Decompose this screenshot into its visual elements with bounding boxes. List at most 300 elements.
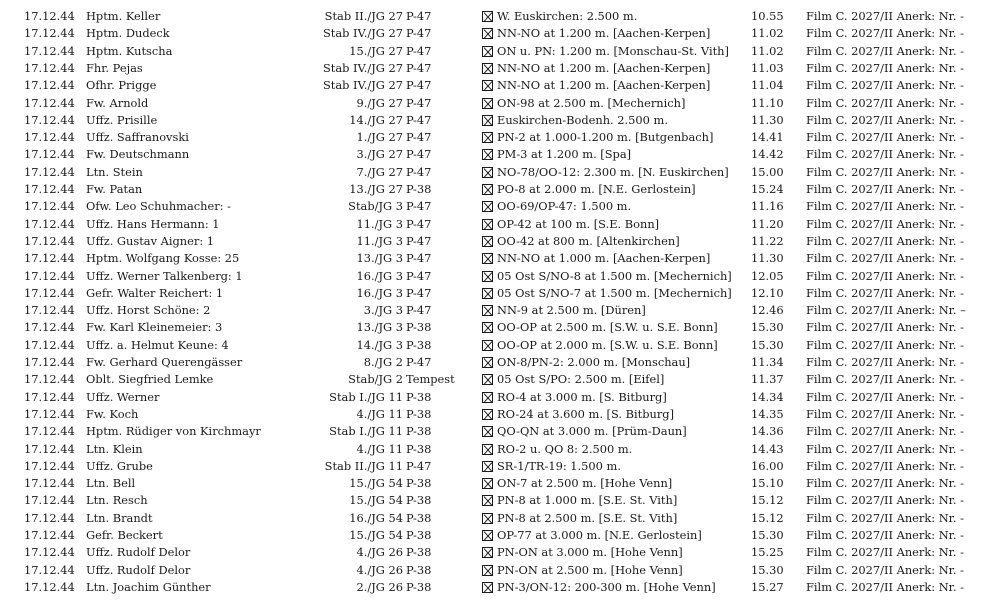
- film-reference: Film C. 2027/II Anerk: Nr. -: [806, 545, 964, 560]
- claim-location: RO-4 at 3.000 m. [S. Bitburg]: [497, 389, 667, 404]
- claim-location: NN-NO at 1.200 m. [Aachen-Kerpen]: [497, 26, 711, 41]
- crossed-box-icon: [482, 271, 493, 282]
- unit: 3./JG 27: [356, 147, 403, 162]
- film-reference: Film C. 2027/II Anerk: Nr. -: [806, 182, 964, 196]
- claim-row: [0, 510, 1000, 527]
- claim-row: [0, 112, 1000, 129]
- claim-location: ON-7 at 2.500 m. [Hohe Venn]: [497, 476, 673, 491]
- claim-location: OP-77 at 3.000 m. [N.E. Gerlostein]: [497, 528, 702, 542]
- film-reference: Film C. 2027/II Anerk: Nr. -: [806, 130, 964, 145]
- aircraft-type: P-38: [406, 389, 432, 404]
- pilot-name: Uffz. Horst Schöne: 2: [86, 303, 211, 318]
- claim-time: 11.02: [751, 26, 784, 41]
- claim-time: 14.41: [751, 130, 784, 145]
- claim-time: 15.30: [751, 562, 784, 577]
- aircraft-type: P-47: [406, 95, 432, 110]
- claim-time: 14.43: [751, 441, 784, 456]
- pilot-name: Uffz. Werner: [86, 389, 160, 404]
- crossed-box-icon: [482, 530, 493, 541]
- film-reference: Film C. 2027/II Anerk: Nr. -: [806, 441, 964, 456]
- aircraft-type: P-47: [406, 43, 432, 58]
- crossed-box-icon: [482, 63, 493, 74]
- unit: Stab IV./JG 27: [322, 26, 403, 41]
- unit: 15./JG 54: [349, 493, 403, 508]
- pilot-name: Gefr. Walter Reichert: 1: [86, 285, 224, 300]
- aircraft-type: P-47: [406, 268, 432, 283]
- claim-time: 11.16: [751, 199, 784, 214]
- claim-date: 17.12.44: [24, 78, 75, 93]
- claim-date: 17.12.44: [24, 355, 75, 369]
- aircraft-type: P-38: [406, 406, 432, 421]
- claim-row: [0, 60, 1000, 77]
- crossed-box-icon: [482, 149, 493, 160]
- claim-date: 17.12.44: [24, 268, 75, 283]
- unit: 15./JG 27: [349, 43, 403, 58]
- aircraft-type: P-38: [406, 510, 432, 525]
- unit: 13./JG 27: [349, 182, 403, 196]
- claim-date: 17.12.44: [24, 579, 75, 594]
- claim-date: 17.12.44: [24, 147, 75, 162]
- unit: 3./JG 3: [363, 303, 403, 318]
- claim-time: 14.42: [751, 147, 784, 162]
- crossed-box-icon: [482, 288, 493, 299]
- pilot-name: Uffz. a. Helmut Keune: 4: [86, 337, 229, 352]
- film-reference: Film C. 2027/II Anerk: Nr. -: [806, 389, 964, 404]
- crossed-box-icon: [482, 167, 493, 178]
- aircraft-type: P-47: [406, 164, 432, 179]
- unit: 7./JG 27: [356, 164, 403, 179]
- claim-time: 14.36: [751, 424, 784, 439]
- claim-time: 12.05: [751, 268, 784, 283]
- crossed-box-icon: [482, 80, 493, 91]
- crossed-box-icon: [482, 11, 493, 22]
- pilot-name: Ltn. Brandt: [86, 510, 153, 525]
- claim-row: [0, 285, 1000, 302]
- film-reference: Film C. 2027/II Anerk: Nr. -: [806, 199, 964, 214]
- claim-date: 17.12.44: [24, 493, 75, 508]
- film-reference: Film C. 2027/II Anerk: Nr. -: [806, 579, 964, 594]
- claim-time: 11.22: [751, 233, 784, 248]
- aircraft-type: P-47: [406, 112, 432, 127]
- claim-date: 17.12.44: [24, 528, 75, 542]
- film-reference: Film C. 2027/II Anerk: Nr. -: [806, 528, 964, 542]
- claim-date: 17.12.44: [24, 9, 75, 23]
- claim-date: 17.12.44: [24, 424, 75, 439]
- claim-date: 17.12.44: [24, 337, 75, 352]
- claim-row: [0, 233, 1000, 250]
- claim-row: [0, 441, 1000, 458]
- claim-row: [0, 406, 1000, 423]
- claim-location: ON u. PN: 1.200 m. [Monschau-St. Vith]: [497, 43, 729, 58]
- claim-date: 17.12.44: [24, 216, 75, 231]
- claim-row: [0, 250, 1000, 267]
- claim-time: 15.25: [751, 545, 784, 560]
- claim-time: 11.10: [751, 95, 784, 110]
- claim-location: PN-3/ON-12: 200-300 m. [Hohe Venn]: [497, 579, 716, 594]
- unit: 11./JG 3: [356, 233, 403, 248]
- unit: 4./JG 11: [356, 441, 403, 456]
- aircraft-type: P-47: [406, 199, 432, 214]
- crossed-box-icon: [482, 547, 493, 558]
- crossed-box-icon: [482, 46, 493, 57]
- claim-location: W. Euskirchen: 2.500 m.: [497, 9, 638, 23]
- claim-time: 14.35: [751, 406, 784, 421]
- crossed-box-icon: [482, 444, 493, 455]
- unit: 2./JG 26: [356, 579, 403, 594]
- aircraft-type: Tempest: [406, 372, 455, 387]
- crossed-box-icon: [482, 495, 493, 506]
- crossed-box-icon: [482, 219, 493, 230]
- claim-date: 17.12.44: [24, 285, 75, 300]
- unit: 15./JG 54: [349, 528, 403, 542]
- pilot-name: Ltn. Bell: [86, 476, 136, 491]
- aircraft-type: P-38: [406, 441, 432, 456]
- aircraft-type: P-38: [406, 493, 432, 508]
- unit: Stab/JG 2: [348, 372, 403, 387]
- film-reference: Film C. 2027/II Anerk: Nr. -: [806, 458, 964, 473]
- film-reference: Film C. 2027/II Anerk: Nr. -: [806, 337, 964, 352]
- film-reference: Film C. 2027/II Anerk: Nr. -: [806, 320, 964, 335]
- film-reference: Film C. 2027/II Anerk: Nr. -: [806, 216, 964, 231]
- unit: 4./JG 26: [356, 545, 403, 560]
- claim-date: 17.12.44: [24, 199, 75, 214]
- claim-location: NO-78/OO-12: 2.300 m. [N. Euskirchen]: [497, 164, 729, 179]
- pilot-name: Fw. Deutschmann: [86, 147, 190, 162]
- claim-date: 17.12.44: [24, 95, 75, 110]
- aircraft-type: P-38: [406, 424, 432, 439]
- pilot-name: Ltn. Joachim Günther: [86, 579, 211, 594]
- unit: 4./JG 11: [356, 406, 403, 421]
- film-reference: Film C. 2027/II Anerk: Nr. -: [806, 268, 964, 283]
- claim-time: 15.12: [751, 493, 784, 508]
- claim-date: 17.12.44: [24, 60, 75, 75]
- claim-row: [0, 216, 1000, 233]
- claim-location: RO-24 at 3.600 m. [S. Bitburg]: [497, 406, 675, 421]
- pilot-name: Fw. Patan: [86, 182, 143, 196]
- aircraft-type: P-47: [406, 147, 432, 162]
- claim-row: [0, 198, 1000, 215]
- claim-row: [0, 562, 1000, 579]
- claim-row: [0, 8, 1000, 25]
- unit: Stab I./JG 11: [329, 424, 403, 439]
- crossed-box-icon: [482, 201, 493, 212]
- unit: 8./JG 2: [363, 355, 403, 369]
- film-reference: Film C. 2027/II Anerk: Nr. -: [806, 164, 964, 179]
- pilot-name: Uffz. Grube: [86, 458, 153, 473]
- claim-row: [0, 475, 1000, 492]
- aircraft-type: P-38: [406, 320, 432, 335]
- pilot-name: Fw. Karl Kleinemeier: 3: [86, 320, 223, 335]
- crossed-box-icon: [482, 340, 493, 351]
- claim-date: 17.12.44: [24, 164, 75, 179]
- claim-location: NN-9 at 2.500 m. [Düren]: [497, 303, 646, 318]
- claim-time: 15.12: [751, 510, 784, 525]
- claim-location: RO-2 u. QO 8: 2.500 m.: [497, 441, 633, 456]
- claim-location: PM-3 at 1.200 m. [Spa]: [497, 147, 632, 162]
- unit: 16./JG 3: [356, 268, 403, 283]
- unit: 13./JG 3: [356, 251, 403, 266]
- claim-time: 11.34: [751, 355, 784, 369]
- crossed-box-icon: [482, 305, 493, 316]
- pilot-name: Uffz. Werner Talkenberg: 1: [86, 268, 243, 283]
- pilot-name: Uffz. Prisille: [86, 112, 158, 127]
- claim-row: [0, 544, 1000, 561]
- claim-row: [0, 527, 1000, 544]
- film-reference: Film C. 2027/II Anerk: Nr. -: [806, 510, 964, 525]
- crossed-box-icon: [482, 478, 493, 489]
- claim-location: NN-NO at 1.200 m. [Aachen-Kerpen]: [497, 78, 711, 93]
- crossed-box-icon: [482, 426, 493, 437]
- claim-location: OO-OP at 2.500 m. [S.W. u. S.E. Bonn]: [497, 320, 718, 335]
- crossed-box-icon: [482, 253, 493, 264]
- aircraft-type: P-47: [406, 251, 432, 266]
- pilot-name: Fw. Koch: [86, 406, 139, 421]
- crossed-box-icon: [482, 582, 493, 593]
- claim-row: [0, 268, 1000, 285]
- film-reference: Film C. 2027/II Anerk: Nr. -: [806, 95, 964, 110]
- claim-row: [0, 371, 1000, 388]
- unit: 16./JG 3: [356, 285, 403, 300]
- claim-row: [0, 458, 1000, 475]
- claim-location: PN-ON at 3.000 m. [Hohe Venn]: [497, 545, 683, 560]
- crossed-box-icon: [482, 374, 493, 385]
- claim-time: 11.30: [751, 112, 784, 127]
- claim-row: [0, 77, 1000, 94]
- claim-row: [0, 43, 1000, 60]
- pilot-name: Hptm. Kutscha: [86, 43, 173, 58]
- claim-time: 11.03: [751, 60, 784, 75]
- pilot-name: Fw. Gerhard Querengässer: [86, 355, 243, 369]
- claim-time: 15.30: [751, 337, 784, 352]
- claim-location: QO-QN at 3.000 m. [Prüm-Daun]: [497, 424, 687, 439]
- aircraft-type: P-47: [406, 355, 432, 369]
- aircraft-type: P-47: [406, 233, 432, 248]
- claim-row: [0, 146, 1000, 163]
- crossed-box-icon: [482, 409, 493, 420]
- crossed-box-icon: [482, 461, 493, 472]
- crossed-box-icon: [482, 184, 493, 195]
- claim-time: 11.20: [751, 216, 784, 231]
- film-reference: Film C. 2027/II Anerk: Nr. -: [806, 9, 964, 23]
- unit: 14./JG 27: [349, 112, 403, 127]
- claim-row: [0, 164, 1000, 181]
- claim-row: [0, 302, 1000, 319]
- claim-row: [0, 319, 1000, 336]
- claim-location: ON-98 at 2.500 m. [Mechernich]: [497, 95, 686, 110]
- unit: 14./JG 3: [356, 337, 403, 352]
- unit: 9./JG 27: [356, 95, 403, 110]
- unit: 13./JG 3: [356, 320, 403, 335]
- claim-location: Euskirchen-Bodenh. 2.500 m.: [497, 112, 668, 127]
- crossed-box-icon: [482, 322, 493, 333]
- claim-date: 17.12.44: [24, 320, 75, 335]
- claim-time: 15.27: [751, 579, 784, 594]
- claim-time: 11.02: [751, 43, 784, 58]
- film-reference: Film C. 2027/II Anerk: Nr. -: [806, 285, 964, 300]
- crossed-box-icon: [482, 28, 493, 39]
- claim-location: OP-42 at 100 m. [S.E. Bonn]: [497, 216, 660, 231]
- aircraft-type: P-38: [406, 337, 432, 352]
- claim-location: ON-8/PN-2: 2.000 m. [Monschau]: [497, 355, 691, 369]
- film-reference: Film C. 2027/II Anerk: Nr. -: [806, 78, 964, 93]
- pilot-name: Hptm. Dudeck: [86, 26, 170, 41]
- crossed-box-icon: [482, 357, 493, 368]
- film-reference: Film C. 2027/II Anerk: Nr. –: [806, 303, 966, 318]
- claim-date: 17.12.44: [24, 233, 75, 248]
- claim-location: PN-ON at 2.500 m. [Hohe Venn]: [497, 562, 683, 577]
- pilot-name: Gefr. Beckert: [86, 528, 163, 542]
- aircraft-type: P-38: [406, 562, 432, 577]
- crossed-box-icon: [482, 392, 493, 403]
- aircraft-type: P-47: [406, 60, 432, 75]
- crossed-box-icon: [482, 236, 493, 247]
- claim-date: 17.12.44: [24, 251, 75, 266]
- unit: Stab II./JG 27: [324, 9, 403, 23]
- claim-row: [0, 389, 1000, 406]
- claim-time: 14.34: [751, 389, 784, 404]
- claim-time: 11.37: [751, 372, 784, 387]
- aircraft-type: P-47: [406, 216, 432, 231]
- claim-time: 15.10: [751, 476, 784, 491]
- claim-location: OO-OP at 2.000 m. [S.W. u. S.E. Bonn]: [497, 337, 718, 352]
- pilot-name: Hptm. Wolfgang Kosse: 25: [86, 251, 240, 266]
- claim-location: PO-8 at 2.000 m. [N.E. Gerlostein]: [497, 182, 696, 196]
- claim-date: 17.12.44: [24, 545, 75, 560]
- claim-row: [0, 337, 1000, 354]
- film-reference: Film C. 2027/II Anerk: Nr. -: [806, 476, 964, 491]
- aircraft-type: P-47: [406, 285, 432, 300]
- unit: Stab I./JG 11: [329, 389, 403, 404]
- crossed-box-icon: [482, 513, 493, 524]
- aircraft-type: P-47: [406, 78, 432, 93]
- pilot-name: Ltn. Klein: [86, 441, 143, 456]
- crossed-box-icon: [482, 565, 493, 576]
- claim-date: 17.12.44: [24, 458, 75, 473]
- claim-location: NN-NO at 1.200 m. [Aachen-Kerpen]: [497, 60, 711, 75]
- claim-location: OO-69/OP-47: 1.500 m.: [497, 199, 632, 214]
- claim-time: 11.04: [751, 78, 784, 93]
- film-reference: Film C. 2027/II Anerk: Nr. -: [806, 26, 964, 41]
- film-reference: Film C. 2027/II Anerk: Nr. -: [806, 355, 964, 369]
- unit: Stab IV./JG 27: [322, 60, 403, 75]
- unit: 1./JG 27: [356, 130, 403, 145]
- claim-location: PN-8 at 2.500 m. [S.E. St. Vith]: [497, 510, 678, 525]
- pilot-name: Ltn. Resch: [86, 493, 148, 508]
- aircraft-type: P-38: [406, 476, 432, 491]
- film-reference: Film C. 2027/II Anerk: Nr. -: [806, 251, 964, 266]
- pilot-name: Hptm. Keller: [86, 9, 161, 23]
- aircraft-type: P-47: [406, 458, 432, 473]
- pilot-name: Uffz. Saffranovski: [86, 130, 189, 145]
- film-reference: Film C. 2027/II Anerk: Nr. -: [806, 233, 964, 248]
- pilot-name: Ltn. Stein: [86, 164, 143, 179]
- film-reference: Film C. 2027/II Anerk: Nr. -: [806, 147, 964, 162]
- pilot-name: Oblt. Siegfried Lemke: [86, 372, 214, 387]
- film-reference: Film C. 2027/II Anerk: Nr. -: [806, 112, 964, 127]
- aircraft-type: P-47: [406, 130, 432, 145]
- film-reference: Film C. 2027/II Anerk: Nr. -: [806, 424, 964, 439]
- unit: Stab/JG 3: [348, 199, 403, 214]
- claim-time: 12.46: [751, 303, 784, 318]
- claim-row: [0, 181, 1000, 198]
- film-reference: Film C. 2027/II Anerk: Nr. -: [806, 43, 964, 58]
- claim-location: 05 Ost S/NO-7 at 1.500 m. [Mechernich]: [497, 285, 732, 300]
- unit: Stab IV./JG 27: [322, 78, 403, 93]
- claim-row: [0, 579, 1000, 596]
- claim-date: 17.12.44: [24, 26, 75, 41]
- claim-time: 15.30: [751, 320, 784, 335]
- claim-row: [0, 423, 1000, 440]
- claim-row: [0, 129, 1000, 146]
- claim-row: [0, 354, 1000, 371]
- claim-date: 17.12.44: [24, 441, 75, 456]
- pilot-name: Uffz. Hans Hermann: 1: [86, 216, 220, 231]
- claim-date: 17.12.44: [24, 372, 75, 387]
- claim-location: 05 Ost S/PO: 2.500 m. [Eifel]: [497, 372, 665, 387]
- crossed-box-icon: [482, 98, 493, 109]
- aircraft-type: P-47: [406, 26, 432, 41]
- film-reference: Film C. 2027/II Anerk: Nr. -: [806, 562, 964, 577]
- film-reference: Film C. 2027/II Anerk: Nr. -: [806, 372, 964, 387]
- claim-time: 15.00: [751, 164, 784, 179]
- aircraft-type: P-38: [406, 545, 432, 560]
- unit: 16./JG 54: [349, 510, 403, 525]
- claim-time: 15.24: [751, 182, 784, 196]
- claim-date: 17.12.44: [24, 182, 75, 196]
- claim-date: 17.12.44: [24, 389, 75, 404]
- claim-date: 17.12.44: [24, 476, 75, 491]
- pilot-name: Ofhr. Prigge: [86, 78, 157, 93]
- claim-location: NN-NO at 1.000 m. [Aachen-Kerpen]: [497, 251, 711, 266]
- claim-row: [0, 492, 1000, 509]
- pilot-name: Uffz. Rudolf Delor: [86, 545, 191, 560]
- pilot-name: Fhr. Pejas: [86, 60, 143, 75]
- claim-date: 17.12.44: [24, 406, 75, 421]
- claim-time: 11.30: [751, 251, 784, 266]
- claim-row: [0, 95, 1000, 112]
- film-reference: Film C. 2027/II Anerk: Nr. -: [806, 60, 964, 75]
- pilot-name: Ofw. Leo Schuhmacher: -: [86, 199, 231, 214]
- claim-date: 17.12.44: [24, 303, 75, 318]
- claim-date: 17.12.44: [24, 112, 75, 127]
- aircraft-type: P-47: [406, 9, 432, 23]
- aircraft-type: P-38: [406, 528, 432, 542]
- claim-date: 17.12.44: [24, 43, 75, 58]
- claim-time: 16.00: [751, 458, 784, 473]
- unit: 4./JG 26: [356, 562, 403, 577]
- film-reference: Film C. 2027/II Anerk: Nr. -: [806, 493, 964, 508]
- unit: 11./JG 3: [356, 216, 403, 231]
- claim-date: 17.12.44: [24, 510, 75, 525]
- claim-location: PN-2 at 1.000-1.200 m. [Butgenbach]: [497, 130, 714, 145]
- crossed-box-icon: [482, 115, 493, 126]
- claim-time: 15.30: [751, 528, 784, 542]
- claim-time: 12.10: [751, 285, 784, 300]
- claim-location: OO-42 at 800 m. [Altenkirchen]: [497, 233, 680, 248]
- claim-row: [0, 25, 1000, 42]
- claim-location: 05 Ost S/NO-8 at 1.500 m. [Mechernich]: [497, 268, 732, 283]
- film-reference: Film C. 2027/II Anerk: Nr. -: [806, 406, 964, 421]
- aircraft-type: P-47: [406, 303, 432, 318]
- unit: Stab II./JG 11: [324, 458, 403, 473]
- aircraft-type: P-38: [406, 182, 432, 196]
- claim-time: 10.55: [751, 9, 784, 23]
- claim-location: SR-1/TR-19: 1.500 m.: [497, 458, 621, 473]
- pilot-name: Uffz. Gustav Aigner: 1: [86, 233, 215, 248]
- claim-location: PN-8 at 1.000 m. [S.E. St. Vith]: [497, 493, 678, 508]
- aircraft-type: P-38: [406, 579, 432, 594]
- pilot-name: Uffz. Rudolf Delor: [86, 562, 191, 577]
